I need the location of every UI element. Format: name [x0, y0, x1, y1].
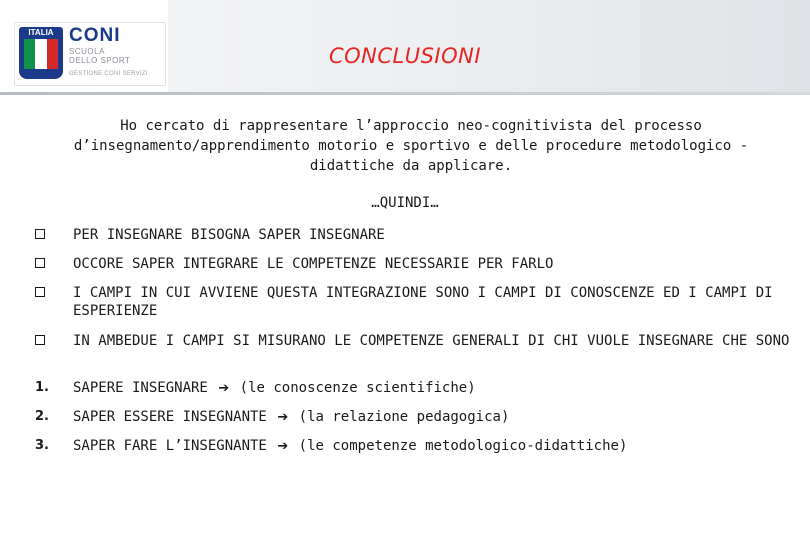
arrow-right-icon: ➔ [218, 381, 230, 396]
bullet-text: I CAMPI IN CUI AVVIENE QUESTA INTEGRAZIONE SONO I CAMPI DI CONOSCENZE ED I CAMPI DI ESPERIENZE [73, 285, 773, 319]
checkbox-icon [35, 332, 57, 350]
transition-text: …QUINDI… [371, 195, 439, 211]
logo-footer: GESTIONE CONI SERVIZI [69, 71, 148, 77]
bullet-text: IN AMBEDUE I CAMPI SI MISURANO LE COMPETENZE GENERALI DI CHI VUOLE INSEGNARE CHE SONO [73, 333, 790, 349]
item-number: 2. [35, 409, 49, 424]
checkbox-icon [35, 226, 57, 244]
bullet-text: OCCORE SAPER INTEGRARE LE COMPETENZE NECESSARIE PER FARLO [73, 256, 554, 272]
checkbox-icon [35, 284, 57, 302]
item-explanation: (le competenze metodologico-didattiche) [298, 438, 628, 454]
slide-header [0, 0, 810, 96]
flag-label: ITALIA [28, 28, 54, 37]
slide-title: CONCLUSIONI [328, 44, 482, 68]
item-term: SAPERE INSEGNARE [73, 380, 208, 396]
logo-subtitle-line1: SCUOLA [69, 47, 105, 56]
header-divider [0, 92, 810, 95]
item-explanation: (la relazione pedagogica) [298, 409, 510, 425]
logo-subtitle-line2: DELLO SPORT [69, 56, 131, 65]
bullet-text: PER INSEGNARE BISOGNA SAPER INSEGNARE [73, 227, 385, 243]
item-term: SAPER ESSERE INSEGNANTE [73, 409, 267, 425]
item-number: 3. [35, 438, 49, 453]
arrow-right-icon: ➔ [277, 439, 289, 454]
item-number: 1. [35, 380, 49, 395]
item-explanation: (le conoscenze scientifiche) [239, 380, 476, 396]
intro-paragraph: Ho cercato di rappresentare l’approccio neo-cognitivista del processo d’insegnamento/apprendimento motorio e sportivo e delle procedure metodologico -didattiche da applicare. [73, 118, 749, 174]
arrow-right-icon: ➔ [277, 410, 289, 425]
checkbox-icon [35, 255, 57, 273]
logo-brand: CONI [69, 25, 121, 46]
item-term: SAPER FARE L’INSEGNANTE [73, 438, 267, 454]
